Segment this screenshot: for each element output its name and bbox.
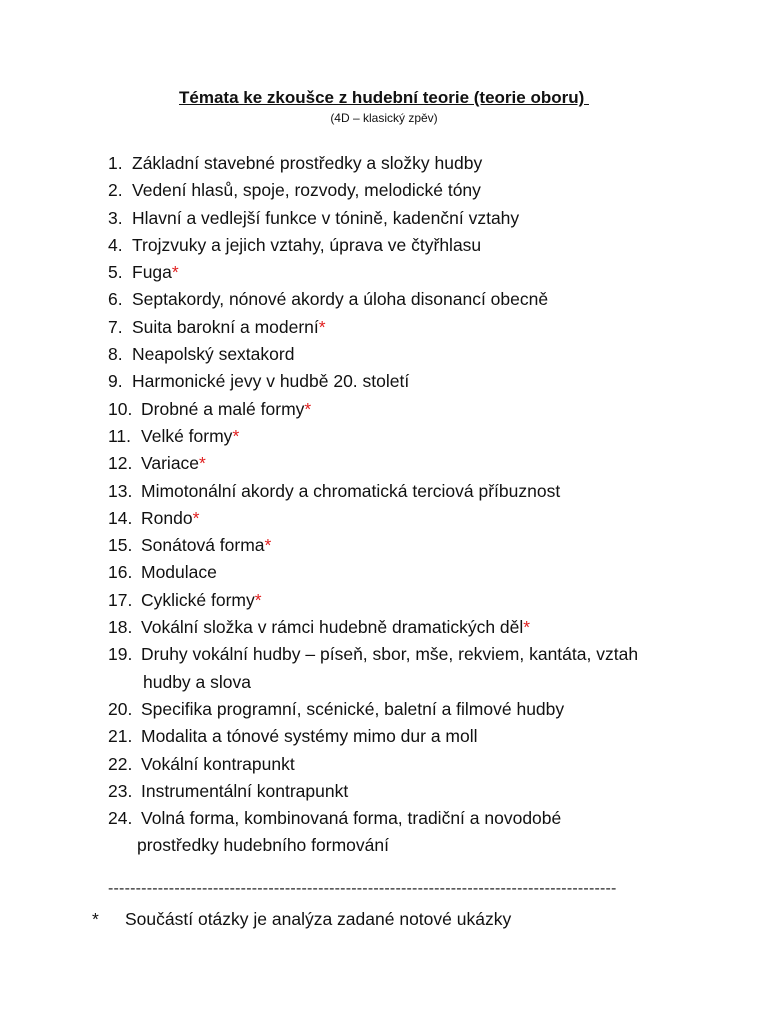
divider-line: --------------------------------------------------------------------------------------------	[108, 880, 617, 897]
topic-text	[141, 590, 262, 610]
topic-item	[108, 341, 708, 368]
topic-number: 12.	[108, 453, 133, 474]
analysis-asterisk: *	[304, 398, 312, 419]
topic-number: 5.	[108, 262, 123, 283]
topic-number: 6.	[108, 289, 123, 310]
topic-line: Cyklické formy	[141, 589, 255, 610]
topic-text	[132, 371, 409, 391]
topic-line: Septakordy, nónové akordy a úloha disonancí obecně	[132, 289, 549, 310]
document-title: Témata ke zkoušce z hudební teorie (teorie oboru)	[179, 88, 589, 107]
topic-item	[108, 614, 708, 641]
topic-item	[108, 751, 708, 778]
topic-item	[108, 641, 708, 696]
topic-item	[108, 259, 708, 286]
topic-number: 10.	[108, 398, 133, 419]
topic-line: Základní stavebné prostředky a složky hudby	[132, 153, 483, 173]
topic-number: 15.	[108, 535, 133, 556]
analysis-asterisk: *	[192, 507, 200, 528]
topic-item	[108, 150, 708, 177]
topic-number: 8.	[108, 344, 123, 365]
topic-text	[141, 453, 206, 473]
topic-item	[108, 205, 708, 232]
topic-item	[108, 314, 708, 341]
topic-text	[132, 289, 548, 309]
topic-item	[108, 177, 708, 204]
analysis-asterisk: *	[254, 589, 262, 610]
topic-line: Harmonické jevy v hudbě 20. století	[132, 371, 410, 392]
topic-line: Modulace	[141, 562, 217, 583]
topic-number: 22.	[108, 753, 133, 774]
analysis-asterisk: *	[264, 535, 272, 556]
document-subtitle: (4D – klasický zpěv)	[330, 111, 438, 125]
topic-text	[141, 508, 199, 528]
topic-item	[108, 778, 708, 805]
topic-text	[141, 617, 530, 637]
footnote-asterisk: *	[92, 909, 99, 929]
topic-text	[141, 726, 478, 746]
topic-text	[141, 644, 708, 696]
topic-item	[108, 532, 708, 559]
topic-item	[108, 559, 708, 586]
topic-line: Modalita a tónové systémy mimo dur a moll	[141, 726, 478, 747]
topic-line: Instrumentální kontrapunkt	[141, 780, 349, 801]
topic-text	[141, 781, 348, 801]
topic-text	[132, 153, 482, 173]
topic-line-continued: prostředky hudebního formování	[137, 835, 389, 856]
topic-item	[108, 232, 708, 259]
topic-number: 4.	[108, 234, 123, 255]
topic-number: 19.	[108, 644, 133, 665]
topic-text	[132, 317, 326, 337]
topic-number: 1.	[108, 153, 123, 173]
topic-line-continued: hudby a slova	[143, 671, 251, 692]
topic-item	[108, 805, 708, 860]
topic-line: Neapolský sextakord	[132, 344, 295, 365]
topic-item	[108, 450, 708, 477]
topic-text	[132, 344, 294, 364]
topic-text	[132, 262, 179, 282]
topic-item	[108, 286, 708, 313]
topic-line: Rondo	[141, 507, 193, 528]
topic-text	[141, 754, 295, 774]
topic-text	[141, 481, 560, 501]
topic-line: Suita barokní a moderní	[132, 316, 319, 337]
topic-number: 24.	[108, 808, 133, 829]
topic-number: 9.	[108, 371, 123, 392]
topic-line: Sonátová forma	[141, 535, 265, 556]
topic-item	[108, 478, 708, 505]
topic-number: 20.	[108, 698, 133, 719]
topic-number: 18.	[108, 617, 133, 638]
topic-text	[137, 808, 708, 860]
topic-text	[132, 208, 519, 228]
topic-line: Trojzvuky a jejich vztahy, úprava ve čtyřhlasu	[132, 234, 482, 255]
topic-item	[108, 723, 708, 750]
footnote	[92, 909, 511, 930]
topic-line: Vokální kontrapunkt	[141, 753, 295, 774]
topic-list	[108, 150, 708, 860]
topic-line: Drobné a malé formy	[141, 398, 305, 419]
topic-text	[132, 235, 481, 255]
topic-item	[108, 587, 708, 614]
topic-number: 23.	[108, 780, 133, 801]
topic-text	[141, 535, 271, 555]
topic-line: Velké formy	[141, 425, 233, 446]
topic-number: 13.	[108, 480, 133, 501]
topic-text	[141, 399, 311, 419]
topic-line: Mimotonální akordy a chromatická terciová příbuznost	[141, 480, 561, 501]
analysis-asterisk: *	[318, 316, 326, 337]
topic-number: 2.	[108, 180, 123, 201]
topic-number: 17.	[108, 589, 133, 610]
analysis-asterisk: *	[171, 262, 179, 283]
topic-text	[141, 426, 239, 446]
topic-item	[108, 696, 708, 723]
topic-line: Hlavní a vedlejší funkce v tónině, kadenční vztahy	[132, 207, 520, 228]
topic-text	[132, 180, 481, 200]
topic-item	[108, 396, 708, 423]
topic-number: 16.	[108, 562, 133, 583]
topic-number: 21.	[108, 726, 133, 747]
topic-line: Vedení hlasů, spoje, rozvody, melodické tóny	[132, 180, 481, 201]
topic-line: Vokální složka v rámci hudebně dramatických děl	[141, 617, 524, 638]
analysis-asterisk: *	[199, 453, 206, 474]
topic-text	[141, 699, 564, 719]
topic-line: Specifika programní, scénické, baletní a filmové hudby	[141, 698, 565, 719]
topic-item	[108, 423, 708, 450]
analysis-asterisk: *	[232, 425, 240, 446]
topic-item	[108, 505, 708, 532]
topic-item	[108, 368, 708, 395]
topic-number: 3.	[108, 207, 123, 228]
topic-line: Fuga	[132, 262, 172, 283]
topic-text	[141, 562, 217, 582]
topic-number: 11.	[108, 425, 132, 446]
topic-number: 7.	[108, 316, 123, 337]
topic-line: Volná forma, kombinovaná forma, tradiční a novodobé	[141, 808, 562, 829]
analysis-asterisk: *	[523, 617, 531, 638]
footnote-text: Součástí otázky je analýza zadané notové ukázky	[125, 909, 512, 929]
topic-number: 14.	[108, 507, 133, 528]
topic-line: Variace	[141, 453, 200, 474]
topic-line: Druhy vokální hudby – píseň, sbor, mše, rekviem, kantáta, vztah	[141, 644, 639, 665]
